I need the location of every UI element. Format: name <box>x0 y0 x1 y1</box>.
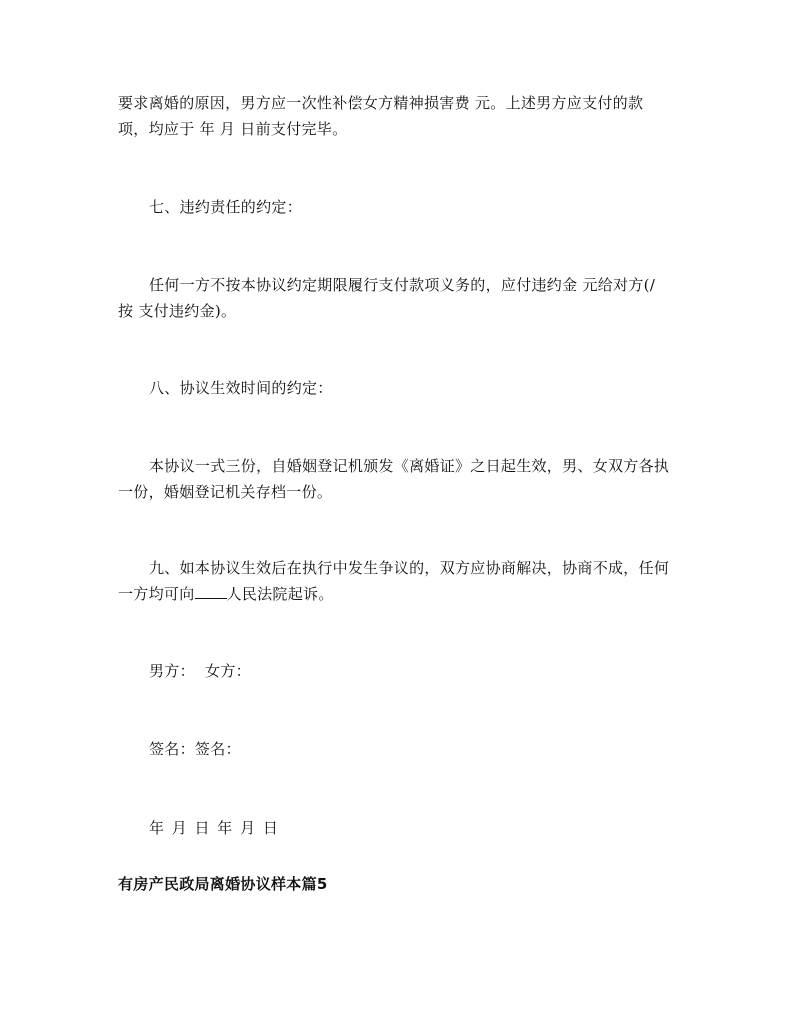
section-8-title: 八、协议生效时间的约定： <box>149 379 333 397</box>
section-9-line-1: 九、如本协议生效后在执行中发生争议的，双方应协商解决，协商不成，任何 <box>149 559 670 577</box>
breach-paragraph-line-2: 按 支付违约金)。 <box>118 302 237 320</box>
parties-line: 男方： 女方： <box>149 662 251 680</box>
compensation-paragraph-line-1: 要求离婚的原因，男方应一次性补偿女方精神损害费 元。上述男方应支付的款 <box>118 94 644 112</box>
effective-paragraph-line-2: 一份，婚姻登记机关存档一份。 <box>118 483 333 501</box>
compensation-paragraph-line-2: 项，均应于 年 月 日前支付完毕。 <box>118 120 348 138</box>
court-name-blank <box>195 584 227 599</box>
section-7-title: 七、违约责任的约定： <box>149 198 303 216</box>
effective-paragraph-line-1: 本协议一式三份，自婚姻登记机颁发《离婚证》之日起生效，男、女双方各执 <box>149 457 670 475</box>
section-9-line-2-prefix: 一方均可向 <box>118 585 195 603</box>
date-line: 年 月 日 年 月 日 <box>149 819 280 837</box>
breach-paragraph-line-1: 任何一方不按本协议约定期限履行支付款项义务的，应付违约金 元给对方(/ <box>149 276 656 294</box>
next-section-title: 有房产民政局离婚协议样本篇5 <box>118 875 328 893</box>
signatures-line: 签名：签名： <box>149 740 241 758</box>
section-9-line-2 <box>118 584 334 604</box>
section-9-line-2-suffix: 人民法院起诉。 <box>226 585 334 603</box>
